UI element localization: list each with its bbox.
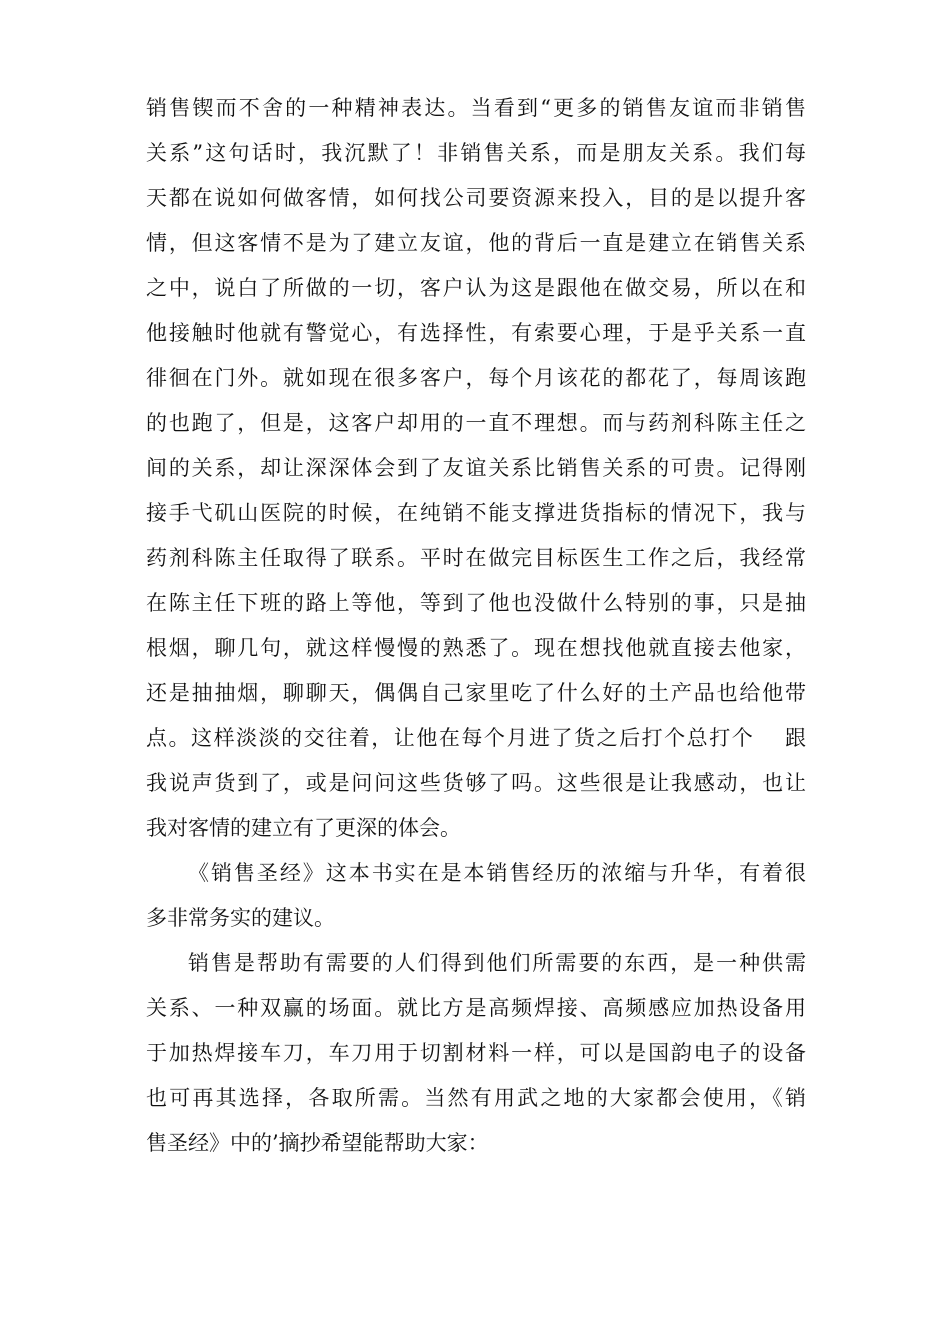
paragraph-1-line-13: 根烟，聊几句，就这样慢慢的熟悉了。现在想找他就直接去他家， xyxy=(146,636,806,660)
paragraph-2-line-1: 《销售圣经》这本书实在是本销售经历的浓缩与升华，有着很 xyxy=(188,861,806,885)
paragraph-3-line-3: 于加热焊接车刀，车刀用于切割材料一样，可以是国韵电子的设备 xyxy=(146,1041,806,1065)
paragraph-1-line-5: 之中，说白了所做的一切，客户认为这是跟他在做交易，所以在和 xyxy=(146,276,806,300)
paragraph-1-line-4: 情，但这客情不是为了建立友谊，他的背后一直是建立在销售关系 xyxy=(146,231,806,255)
paragraph-1-line-15: 点。这样淡淡的交往着，让他在每个月进了货之后打个总打个 跟 xyxy=(146,726,806,750)
paragraph-3-line-2: 关系、一种双赢的场面。就比方是高频焊接、高频感应加热设备用 xyxy=(146,996,806,1020)
paragraph-3-line-4: 也可再其选择，各取所需。当然有用武之地的大家都会使用，《销 xyxy=(146,1086,806,1110)
paragraph-1-line-6: 他接触时他就有警觉心，有选择性，有索要心理，于是乎关系一直 xyxy=(146,321,806,345)
paragraph-1-line-3: 天都在说如何做客情，如何找公司要资源来投入，目的是以提升客 xyxy=(146,186,806,210)
paragraph-1-line-12: 在陈主任下班的路上等他，等到了他也没做什么特别的事，只是抽 xyxy=(146,591,806,615)
paragraph-1-line-7: 徘徊在门外。就如现在很多客户，每个月该花的都花了，每周该跑 xyxy=(146,366,806,390)
document-body xyxy=(146,86,806,1166)
paragraph-1-line-1: 销售锲而不舍的一种精神表达。当看到“更多的销售友谊而非销售 xyxy=(146,96,806,120)
paragraph-1-line-10: 接手弋矶山医院的时候，在纯销不能支撑进货指标的情况下，我与 xyxy=(146,501,806,525)
paragraph-1-line-16: 我说声货到了，或是问问这些货够了吗。这些很是让我感动，也让 xyxy=(146,771,806,795)
paragraph-1-line-14: 还是抽抽烟，聊聊天，偶偶自己家里吃了什么好的土产品也给他带 xyxy=(146,681,806,705)
paragraph-1-line-2: 关系”这句话时，我沉默了！非销售关系，而是朋友关系。我们每 xyxy=(146,141,806,165)
paragraph-1-line-11: 药剂科陈主任取得了联系。平时在做完目标医生工作之后，我经常 xyxy=(146,546,806,570)
paragraph-3-line-1: 销售是帮助有需要的人们得到他们所需要的东西，是一种供需 xyxy=(188,951,806,975)
paragraph-1-line-8: 的也跑了，但是，这客户却用的一直不理想。而与药剂科陈主任之 xyxy=(146,411,806,435)
paragraph-1-line-9: 间的关系，却让深深体会到了友谊关系比销售关系的可贵。记得刚 xyxy=(146,456,806,480)
paragraph-2-line-2: 多非常务实的建议。 xyxy=(146,906,335,930)
paragraph-1-line-17: 我对客情的建立有了更深的体会。 xyxy=(146,816,461,840)
paragraph-3-line-5: 售圣经》中的’摘抄希望能帮助大家： xyxy=(146,1131,489,1155)
